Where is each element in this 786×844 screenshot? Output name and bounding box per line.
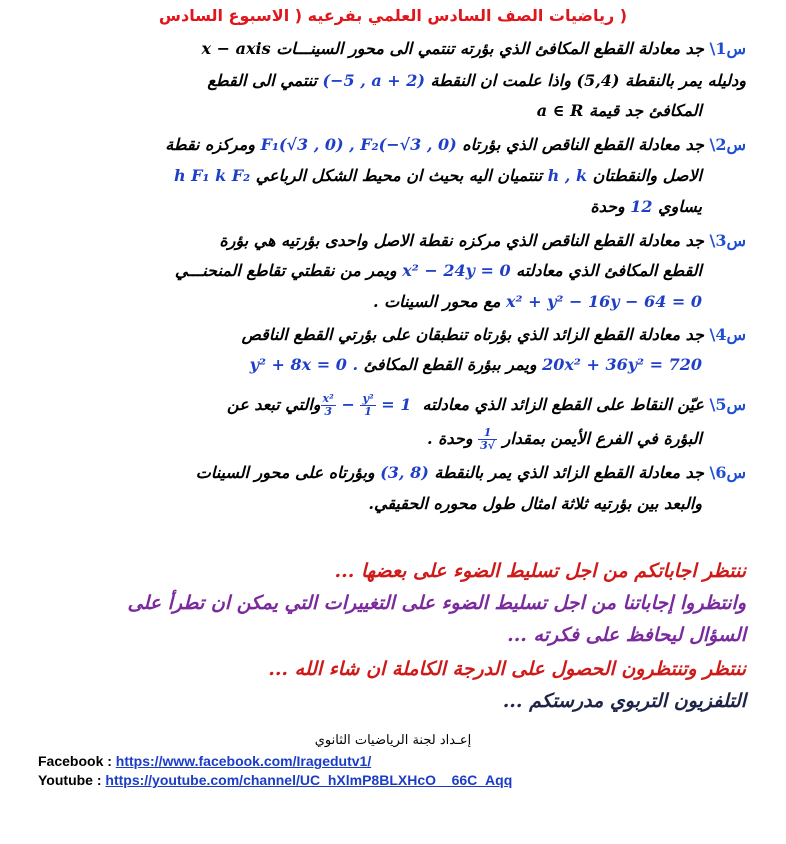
question-1-number: س1\: [709, 39, 746, 58]
distance-fraction: $\frac{1}{√3}$: [480, 426, 496, 452]
question-4-line-2: 20x² + 36y² = 720 ويمر ببؤرة القطع المكافئ y² + 8x = 0 .: [249, 355, 702, 374]
question-6-line-1: س6\ جد معادلة القطع الزائد الذي يمر بالنقطة (3, 8) وبؤرتاه على محور السينات: [195, 463, 746, 482]
facebook-label: Facebook :: [38, 753, 112, 769]
question-2-number: س2\: [709, 135, 746, 154]
question-3-line-1: س3\ جد معادلة القطع الناقص الذي مركزه نقطة الاصل واحدى بؤرتيه هي بؤرة: [219, 231, 746, 250]
question-6-line-2: والبعد بين بؤرتيه ثلاثة امثال طول محوره الحقيقي.: [368, 494, 702, 513]
question-2-line-1: س2\ جد معادلة القطع الناقص الذي بؤرتاه F₁(√3 , 0) , F₂(−√3 , 0) ومركزه نقطة: [165, 135, 746, 154]
hyperbola-equation: $\frac{\text{x²}}{3}$ − $\frac{\text{y²}}{1}$ = 1: [322, 392, 412, 418]
closing-line-2: وانتظروا إجاباتنا من اجل تسليط الضوء على التغييرات التي يمكن ان تطرأ على: [127, 592, 746, 614]
closing-line-3: السؤال ليحافظ على فكرته ...: [507, 624, 746, 646]
page-title: ( رياضيات الصف السادس العلمي بفرعيه ( الاسبوع السادس: [158, 6, 628, 25]
question-5-line-1: س5\ عيّن النقاط على القطع الزائد الذي معادلته $\frac{\text{x²}}{3}$ − $\frac{\text{y²}}{1}$ = 1 والتي تبعد عن: [227, 392, 746, 418]
prepared-by: إعـداد لجنة الرياضيات الثانوي: [314, 733, 472, 748]
question-5-number: س5\: [709, 395, 746, 414]
facebook-link[interactable]: https://www.facebook.com/Iragedutv1/: [115, 753, 372, 769]
question-1-line-2: ودليله يمر بالنقطة (5,4) واذا علمت ان النقطة (−5 , a + 2) تنتمي الى القطع: [207, 71, 746, 90]
youtube-row: [38, 772, 512, 788]
question-3-line-3: x² + y² − 16y − 64 = 0 مع محور السينات .: [372, 292, 702, 311]
question-3-line-2: القطع المكافئ الذي معادلته x² − 24y = 0 ويمر من نقطتي تقاطع المنحنـــي: [174, 261, 702, 280]
question-6-number: س6\: [709, 463, 746, 482]
closing-line-1: ننتظر اجاباتكم من اجل تسليط الضوء على بعضها ...: [334, 560, 746, 582]
closing-line-4: ننتظر وتنتظرون الحصول على الدرجة الكاملة ان شاء الله ...: [268, 658, 746, 680]
question-2-line-2: الاصل والنقطتان h , k تنتميان اليه بحيث ان محيط الشكل الرباعي h F₁ k F₂: [173, 166, 702, 185]
question-4-number: س4\: [709, 325, 746, 344]
question-5-line-2: البؤرة في الفرع الأيمن بمقدار $\frac{1}{√3}$ وحدة .: [427, 426, 702, 452]
youtube-label: Youtube :: [38, 772, 102, 788]
youtube-link[interactable]: https://youtube.com/channel/UC_hXlmP8BLXHcO__66C_Aqq: [105, 772, 513, 788]
question-4-line-1: س4\ جد معادلة القطع الزائد الذي بؤرتاه تنطبقان على بؤرتي القطع الناقص: [241, 325, 746, 344]
question-3-number: س3\: [709, 231, 746, 250]
question-1-line-1: س1\ جد معادلة القطع المكافئ الذي بؤرته تنتمي الى محور السينـــات x − axis: [201, 39, 746, 58]
question-2-line-3: يساوي 12 وحدة: [590, 197, 702, 216]
facebook-row: [38, 753, 371, 769]
closing-line-5: التلفزيون التربوي مدرستكم ...: [502, 690, 746, 712]
question-1-line-3: المكافئ جد قيمة a ∈ R: [536, 101, 702, 120]
